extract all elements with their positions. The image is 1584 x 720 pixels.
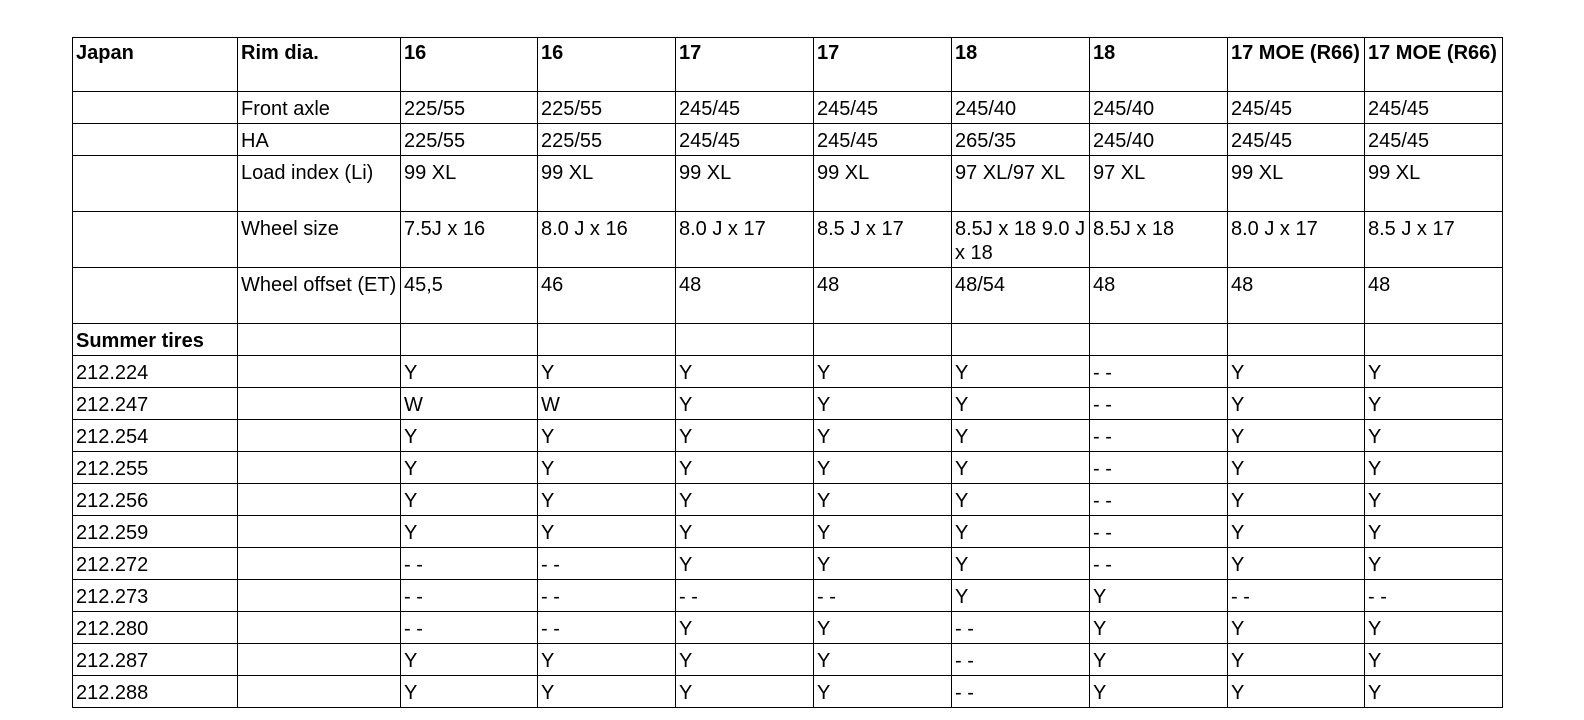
tire-row-empty-cell: [238, 644, 401, 676]
tire-row: [73, 452, 1503, 484]
tire-approval-cell: Y: [952, 580, 1090, 612]
tire-approval-cell: Y: [814, 388, 952, 420]
spec-value-cell: 8.5 J x 17: [1365, 212, 1503, 268]
tire-id-cell: 212.288: [73, 676, 238, 708]
tire-row-empty-cell: [238, 580, 401, 612]
tire-row: [73, 356, 1503, 388]
tire-approval-cell: - -: [538, 580, 676, 612]
tire-approval-cell: Y: [676, 644, 814, 676]
tire-approval-cell: Y: [538, 644, 676, 676]
section-empty-cell: [1365, 324, 1503, 356]
tire-approval-table: [72, 37, 1503, 708]
tire-approval-cell: Y: [538, 452, 676, 484]
header-cell: 16: [538, 38, 676, 92]
tire-approval-cell: Y: [401, 452, 538, 484]
tire-row: [73, 420, 1503, 452]
tire-id-cell: 212.247: [73, 388, 238, 420]
tire-id-cell: 212.224: [73, 356, 238, 388]
spec-value-cell: 48: [1090, 268, 1228, 324]
section-empty-cell: [238, 324, 401, 356]
spec-value-cell: 225/55: [538, 124, 676, 156]
tire-approval-cell: Y: [1090, 644, 1228, 676]
tire-approval-cell: - -: [401, 612, 538, 644]
tire-approval-cell: - -: [1228, 580, 1365, 612]
tire-id-cell: 212.255: [73, 452, 238, 484]
tire-id-cell: 212.256: [73, 484, 238, 516]
tire-approval-cell: Y: [1365, 516, 1503, 548]
tire-row: [73, 580, 1503, 612]
tire-approval-cell: Y: [952, 388, 1090, 420]
tire-approval-cell: Y: [401, 356, 538, 388]
tire-approval-cell: Y: [401, 516, 538, 548]
tire-approval-cell: - -: [1090, 452, 1228, 484]
tire-approval-cell: Y: [676, 612, 814, 644]
spec-value-cell: 245/40: [1090, 92, 1228, 124]
spec-value-cell: 245/45: [676, 124, 814, 156]
tire-approval-cell: Y: [1228, 612, 1365, 644]
tire-approval-cell: - -: [538, 548, 676, 580]
tire-row-empty-cell: [238, 612, 401, 644]
tire-row: [73, 516, 1503, 548]
spec-value-cell: 48/54: [952, 268, 1090, 324]
tire-approval-cell: Y: [1090, 612, 1228, 644]
tire-approval-cell: Y: [676, 676, 814, 708]
tire-approval-cell: Y: [814, 356, 952, 388]
tire-approval-cell: Y: [676, 484, 814, 516]
tire-row-empty-cell: [238, 676, 401, 708]
tire-approval-cell: Y: [676, 356, 814, 388]
spec-value-cell: 99 XL: [814, 156, 952, 212]
tire-id-cell: 212.287: [73, 644, 238, 676]
tire-approval-cell: Y: [1365, 612, 1503, 644]
tire-row: [73, 484, 1503, 516]
spec-value-cell: 245/45: [1228, 92, 1365, 124]
tire-approval-cell: Y: [1228, 516, 1365, 548]
tire-approval-cell: Y: [1090, 676, 1228, 708]
tire-approval-cell: Y: [538, 676, 676, 708]
tire-approval-cell: Y: [1228, 452, 1365, 484]
tire-approval-cell: Y: [401, 420, 538, 452]
header-cell: 18: [1090, 38, 1228, 92]
tire-approval-cell: Y: [952, 452, 1090, 484]
tire-approval-cell: Y: [1228, 548, 1365, 580]
tire-approval-cell: - -: [952, 676, 1090, 708]
tire-approval-cell: Y: [1228, 676, 1365, 708]
spec-row: [73, 92, 1503, 124]
tire-id-cell: 212.259: [73, 516, 238, 548]
tire-approval-cell: Y: [952, 356, 1090, 388]
spec-value-cell: 245/45: [814, 92, 952, 124]
tire-approval-cell: Y: [814, 644, 952, 676]
tire-approval-cell: - -: [1090, 356, 1228, 388]
tire-approval-cell: - -: [952, 644, 1090, 676]
section-empty-cell: [1228, 324, 1365, 356]
tire-approval-cell: Y: [814, 452, 952, 484]
spec-row-label: Wheel size: [238, 212, 401, 268]
table-body: [73, 38, 1503, 708]
header-cell: 17: [676, 38, 814, 92]
tire-approval-cell: Y: [814, 612, 952, 644]
section-empty-cell: [401, 324, 538, 356]
tire-row: [73, 612, 1503, 644]
tire-row: [73, 388, 1503, 420]
spec-value-cell: 99 XL: [1228, 156, 1365, 212]
header-row: [73, 38, 1503, 92]
tire-approval-cell: Y: [538, 484, 676, 516]
spec-value-cell: 97 XL: [1090, 156, 1228, 212]
section-empty-cell: [814, 324, 952, 356]
spec-value-cell: 265/35: [952, 124, 1090, 156]
tire-row-empty-cell: [238, 356, 401, 388]
tire-approval-cell: - -: [814, 580, 952, 612]
tire-approval-cell: Y: [1365, 676, 1503, 708]
spec-value-cell: 245/40: [1090, 124, 1228, 156]
tire-approval-cell: Y: [1090, 580, 1228, 612]
tire-approval-cell: Y: [538, 516, 676, 548]
spec-value-cell: 245/40: [952, 92, 1090, 124]
tire-approval-cell: - -: [538, 612, 676, 644]
header-cell: 17 MOE (R66): [1228, 38, 1365, 92]
tire-approval-cell: Y: [952, 516, 1090, 548]
header-cell: 17 MOE (R66): [1365, 38, 1503, 92]
tire-approval-cell: Y: [1228, 420, 1365, 452]
tire-approval-cell: Y: [1228, 644, 1365, 676]
tire-approval-cell: Y: [676, 420, 814, 452]
tire-approval-cell: Y: [952, 420, 1090, 452]
spec-value-cell: 225/55: [401, 124, 538, 156]
tire-approval-cell: - -: [401, 548, 538, 580]
spec-row-label: Front axle: [238, 92, 401, 124]
spec-value-cell: 48: [1365, 268, 1503, 324]
tire-approval-cell: Y: [1228, 388, 1365, 420]
spec-value-cell: 48: [676, 268, 814, 324]
spec-value-cell: 48: [814, 268, 952, 324]
header-cell: 17: [814, 38, 952, 92]
tire-approval-cell: Y: [1228, 356, 1365, 388]
spec-row-market-cell: [73, 124, 238, 156]
tire-approval-cell: Y: [401, 644, 538, 676]
spec-row: [73, 124, 1503, 156]
header-cell-market: Japan: [73, 38, 238, 92]
tire-approval-cell: W: [538, 388, 676, 420]
tire-row-empty-cell: [238, 516, 401, 548]
section-label: Summer tires: [73, 324, 238, 356]
tire-row: [73, 676, 1503, 708]
tire-approval-cell: - -: [1365, 580, 1503, 612]
spec-row-label: Wheel offset (ET): [238, 268, 401, 324]
tire-approval-cell: Y: [1365, 548, 1503, 580]
spec-row: [73, 212, 1503, 268]
tire-approval-cell: Y: [1365, 484, 1503, 516]
tire-approval-cell: Y: [814, 676, 952, 708]
tire-approval-cell: Y: [676, 548, 814, 580]
tire-approval-cell: Y: [1365, 420, 1503, 452]
section-row: [73, 324, 1503, 356]
spec-row-market-cell: [73, 156, 238, 212]
tire-approval-cell: - -: [952, 612, 1090, 644]
spec-value-cell: 99 XL: [676, 156, 814, 212]
tire-row-empty-cell: [238, 548, 401, 580]
tire-id-cell: 212.272: [73, 548, 238, 580]
tire-approval-cell: W: [401, 388, 538, 420]
spec-value-cell: 99 XL: [1365, 156, 1503, 212]
tire-row-empty-cell: [238, 420, 401, 452]
spec-row-label: HA: [238, 124, 401, 156]
section-empty-cell: [952, 324, 1090, 356]
tire-id-cell: 212.273: [73, 580, 238, 612]
spec-row-market-cell: [73, 212, 238, 268]
tire-row: [73, 548, 1503, 580]
spec-value-cell: 225/55: [538, 92, 676, 124]
tire-approval-cell: Y: [401, 484, 538, 516]
spec-row-market-cell: [73, 92, 238, 124]
tire-id-cell: 212.254: [73, 420, 238, 452]
tire-row: [73, 644, 1503, 676]
tire-approval-cell: Y: [1365, 356, 1503, 388]
spec-value-cell: 8.0 J x 17: [1228, 212, 1365, 268]
tire-approval-cell: Y: [676, 388, 814, 420]
spec-value-cell: 99 XL: [538, 156, 676, 212]
tire-approval-cell: - -: [676, 580, 814, 612]
spec-row: [73, 156, 1503, 212]
tire-approval-cell: Y: [1365, 644, 1503, 676]
header-cell-rim-dia: Rim dia.: [238, 38, 401, 92]
spec-value-cell: 8.5J x 18 9.0 J x 18: [952, 212, 1090, 268]
tire-approval-cell: - -: [1090, 420, 1228, 452]
header-cell: 16: [401, 38, 538, 92]
section-empty-cell: [676, 324, 814, 356]
tire-approval-cell: Y: [814, 548, 952, 580]
tire-approval-cell: Y: [814, 484, 952, 516]
section-empty-cell: [538, 324, 676, 356]
tire-id-cell: 212.280: [73, 612, 238, 644]
spec-value-cell: 99 XL: [401, 156, 538, 212]
tire-approval-cell: Y: [814, 420, 952, 452]
spec-value-cell: 245/45: [814, 124, 952, 156]
tire-approval-cell: Y: [952, 484, 1090, 516]
tire-approval-cell: - -: [1090, 484, 1228, 516]
tire-approval-cell: Y: [538, 420, 676, 452]
tire-approval-cell: Y: [1365, 452, 1503, 484]
tire-approval-cell: Y: [814, 516, 952, 548]
header-cell: 18: [952, 38, 1090, 92]
tire-row-empty-cell: [238, 484, 401, 516]
spec-row-market-cell: [73, 268, 238, 324]
tire-row-empty-cell: [238, 388, 401, 420]
spec-row-label: Load index (Li): [238, 156, 401, 212]
tire-approval-cell: - -: [1090, 548, 1228, 580]
spec-value-cell: 245/45: [676, 92, 814, 124]
spec-value-cell: 46: [538, 268, 676, 324]
spec-value-cell: 225/55: [401, 92, 538, 124]
tire-approval-cell: - -: [1090, 516, 1228, 548]
spec-value-cell: 245/45: [1365, 124, 1503, 156]
spec-value-cell: 245/45: [1365, 92, 1503, 124]
tire-approval-cell: - -: [1090, 388, 1228, 420]
section-empty-cell: [1090, 324, 1228, 356]
spec-value-cell: 7.5J x 16: [401, 212, 538, 268]
tire-approval-cell: Y: [676, 452, 814, 484]
spec-value-cell: 97 XL/97 XL: [952, 156, 1090, 212]
tire-approval-cell: Y: [1228, 484, 1365, 516]
spec-value-cell: 8.5J x 18: [1090, 212, 1228, 268]
tire-approval-cell: - -: [401, 580, 538, 612]
spec-value-cell: 8.5 J x 17: [814, 212, 952, 268]
spec-value-cell: 48: [1228, 268, 1365, 324]
spec-value-cell: 245/45: [1228, 124, 1365, 156]
spec-row: [73, 268, 1503, 324]
spec-value-cell: 8.0 J x 16: [538, 212, 676, 268]
tire-row-empty-cell: [238, 452, 401, 484]
tire-approval-cell: Y: [538, 356, 676, 388]
spec-value-cell: 45,5: [401, 268, 538, 324]
spec-value-cell: 8.0 J x 17: [676, 212, 814, 268]
tire-approval-cell: Y: [1365, 388, 1503, 420]
tire-approval-cell: Y: [952, 548, 1090, 580]
tire-approval-cell: Y: [676, 516, 814, 548]
tire-approval-cell: Y: [401, 676, 538, 708]
